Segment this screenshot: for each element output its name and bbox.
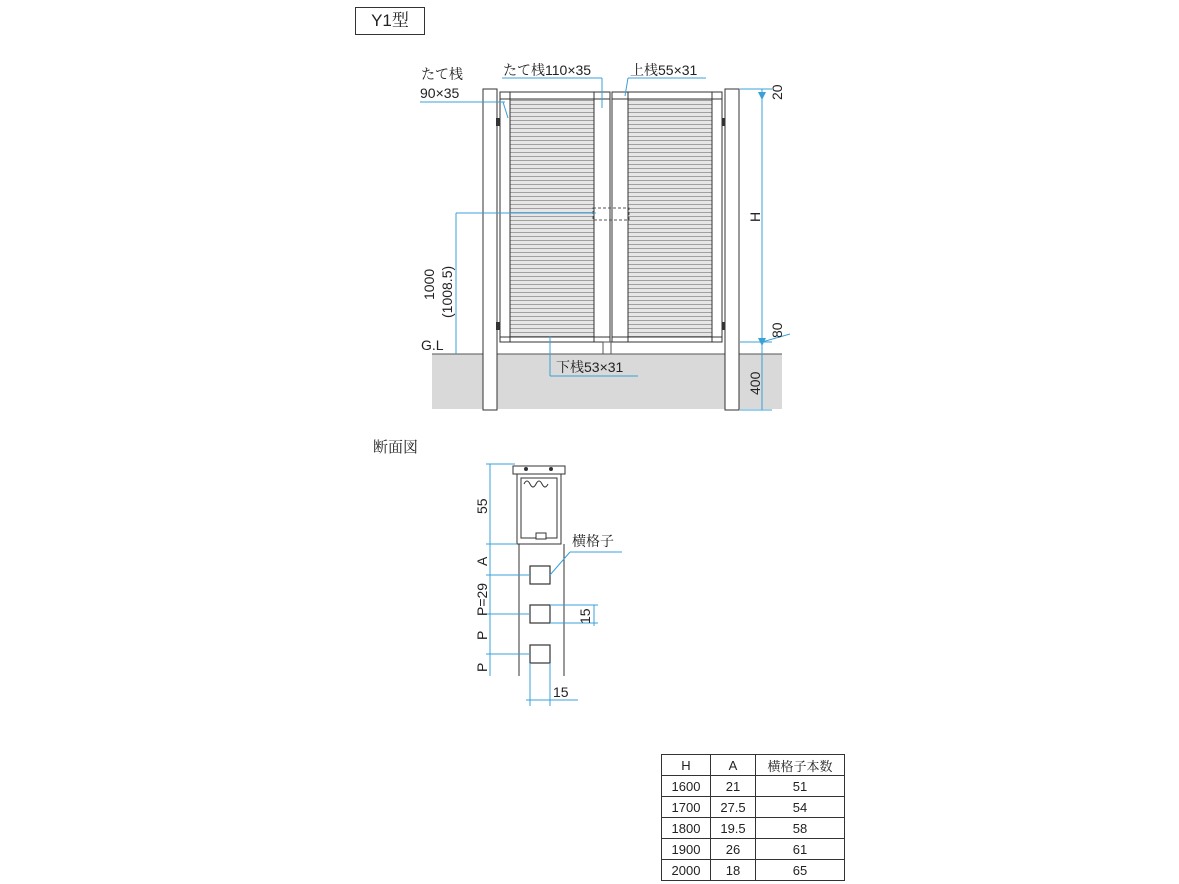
table-cell: 61 xyxy=(756,839,845,860)
hinge xyxy=(496,322,500,330)
column-header: A xyxy=(711,755,756,776)
ground-label: G.L xyxy=(421,337,444,353)
bolt xyxy=(524,467,528,471)
arrow xyxy=(758,92,766,100)
section-dim-p2: P xyxy=(474,662,490,672)
dim-height-label: H xyxy=(747,211,763,222)
table-cell: 54 xyxy=(756,797,845,818)
right-gate-slats xyxy=(628,99,712,337)
table-row xyxy=(662,776,845,797)
top-rail-label: 上桟55×31 xyxy=(630,62,698,78)
dim-bottom-gap-label: 80 xyxy=(769,322,785,338)
right-post xyxy=(725,89,739,410)
dim-handle-label-1: 1000 xyxy=(421,268,437,300)
table-row xyxy=(662,839,845,860)
table-cell: 1700 xyxy=(662,797,711,818)
table-cell: 1600 xyxy=(662,776,711,797)
slat-height-label: 15 xyxy=(577,608,593,624)
slat-square xyxy=(530,645,550,663)
type-label: Y1型 xyxy=(355,7,425,35)
table-cell: 18 xyxy=(711,860,756,881)
bolt xyxy=(549,467,553,471)
table-cell: 65 xyxy=(756,860,845,881)
center-stile-label: たて桟110×35 xyxy=(503,62,592,78)
post-label-line2: 90×35 xyxy=(420,85,460,101)
table-cell: 58 xyxy=(756,818,845,839)
slat-width-label: 15 xyxy=(553,684,569,700)
table-cell: 51 xyxy=(756,776,845,797)
table-row xyxy=(662,860,845,881)
post-label-line1: たて桟 xyxy=(421,66,463,82)
table-cell: 1800 xyxy=(662,818,711,839)
slat-label: 横格子 xyxy=(572,533,614,549)
dim-handle-label-2: (1008.5) xyxy=(439,265,455,318)
top-rail-section xyxy=(513,466,565,544)
section-dim-p1: P xyxy=(474,630,490,640)
table-cell: 19.5 xyxy=(711,818,756,839)
spec-table xyxy=(661,754,845,881)
table-cell: 26 xyxy=(711,839,756,860)
hinge xyxy=(496,118,500,126)
drop-rod xyxy=(603,342,611,354)
table-header-row xyxy=(662,755,845,776)
left-post xyxy=(483,89,497,410)
bottom-rail-label: 下桟53×31 xyxy=(556,359,624,375)
table-cell: 1900 xyxy=(662,839,711,860)
column-header: H xyxy=(662,755,711,776)
left-gate-slats xyxy=(510,99,594,337)
section-dim-a: A xyxy=(474,556,490,566)
section-title: 断面図 xyxy=(373,439,419,456)
dim-top-label: 20 xyxy=(769,84,785,100)
table-row xyxy=(662,797,845,818)
section-dim-pitch: P=29 xyxy=(474,582,490,616)
slat-square xyxy=(530,605,550,623)
table-cell: 2000 xyxy=(662,860,711,881)
table-cell: 27.5 xyxy=(711,797,756,818)
column-header: 横格子本数 xyxy=(756,755,845,776)
dim-embed-label: 400 xyxy=(747,371,763,395)
table-row xyxy=(662,818,845,839)
section-dim-top: 55 xyxy=(474,498,490,514)
table-cell: 21 xyxy=(711,776,756,797)
slat-square xyxy=(530,566,550,584)
